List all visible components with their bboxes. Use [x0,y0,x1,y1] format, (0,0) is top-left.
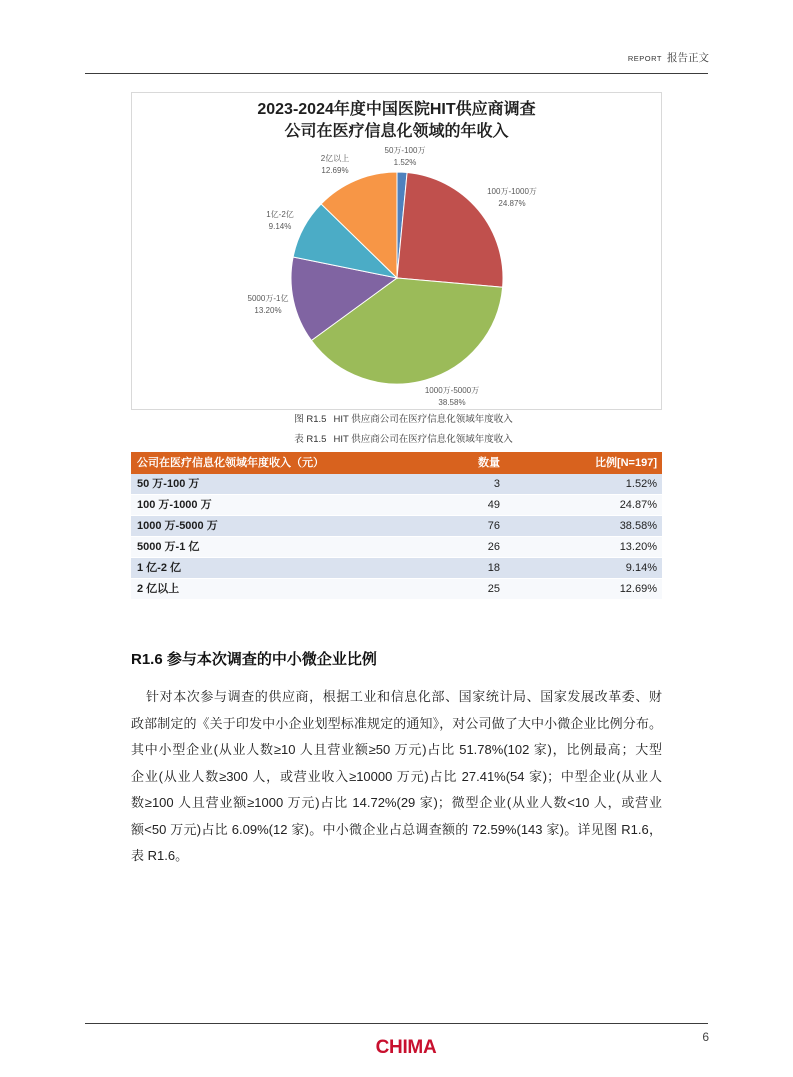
paragraph-line: 企业(从业人数≥300 人，或营业收入≥10000 万元)占比 27.41%(54 家)；中型企业(从业人 [131,768,662,784]
paragraph-line: 表 R1.6。 [131,848,189,863]
pie-label-category: 50万-100万 [384,146,426,155]
paragraph-line: 数≥100 人且营业额≥1000 万元)占比 14.72%(29 家)；微型企业(从业人数<10 人，或营业 [131,795,662,810]
table-caption [131,433,676,447]
column-header-range: 公司在医疗信息化领域年度收入（元） [137,457,324,469]
figure-caption-text: HIT 供应商公司在医疗信息化领域年度收入 [333,414,513,425]
cell-range: 1 亿-2 亿 [137,562,182,574]
table-row [131,537,662,558]
pie-label-value: 12.69% [321,166,349,175]
pie-label-value: 38.58% [438,398,466,407]
pie-label-category: 1000万-5000万 [424,386,480,395]
cell-range: 50 万-100 万 [137,478,200,490]
header-divider [85,73,708,74]
cell-percent: 24.87% [619,499,657,511]
pie-label-category: 2亿以上 [320,154,350,163]
pie-slices [291,172,503,384]
cell-count: 49 [487,499,500,511]
table-row [131,474,662,495]
table-row [131,516,662,537]
paragraph-line: 针对本次参与调查的供应商，根据工业和信息化部、国家统计局、国家发展改革委、财 [146,689,662,704]
cell-percent: 12.69% [619,583,657,595]
figure-caption [131,413,676,427]
report-label: REPORT [627,54,662,63]
pie-label-category: 1亿-2亿 [266,210,294,219]
cell-percent: 9.14% [625,562,657,574]
pie-label-value: 13.20% [254,306,282,315]
cell-percent: 13.20% [619,541,657,553]
body-paragraph [131,684,662,870]
cell-count: 3 [493,478,500,490]
cell-percent: 38.58% [619,520,657,532]
cell-count: 76 [487,520,500,532]
cell-range: 5000 万-1 亿 [137,541,200,553]
section-heading: R1.6 参与本次调查的中小微企业比例 [131,651,377,668]
cell-percent: 1.52% [625,478,657,490]
page-number: 6 [702,1030,709,1044]
table-caption-text: HIT 供应商公司在医疗信息化领域年度收入 [333,434,513,445]
column-header-count: 数量 [478,457,500,469]
cell-count: 25 [487,583,500,595]
pie-label-category: 100万-1000万 [487,187,537,196]
cell-count: 18 [487,562,500,574]
cell-range: 1000 万-5000 万 [137,520,218,532]
footer-divider [85,1023,708,1024]
table-row [131,558,662,579]
pie-label-category: 5000万-1亿 [247,294,289,303]
paragraph-line: 额<50 万元)占比 6.09%(12 家)。中小微企业占总调查额的 72.59%(143 家)。详见图 R1.6， [131,821,662,837]
cell-count: 26 [487,541,500,553]
paragraph-line: 政部制定的《关于印发中小企业划型标准规定的通知》，对公司做了大中小微企业比例分布。 [131,715,662,731]
figure-caption-number: 图 R1.5 [294,414,327,425]
chart-title-line-2: 公司在医疗信息化领域的年收入 [284,123,509,140]
cell-range: 100 万-1000 万 [137,499,212,511]
pie-label-value: 24.87% [498,199,526,208]
column-header-percent: 比例[N=197] [594,457,657,469]
table-row [131,579,662,600]
section-label: 报告正文 [667,52,709,64]
table-caption-number: 表 R1.5 [294,434,327,445]
revenue-table [131,452,662,600]
chart-title-line-1: 2023-2024年度中国医院HIT供应商调查 [257,101,536,118]
cell-range: 2 亿以上 [137,583,180,595]
page-header [628,50,709,65]
table-header-row [131,452,662,474]
paragraph-line: 其中小型企业(从业人数≥10 人且营业额≥50 万元)占比 51.78%(102 家)，比例最高；大型 [131,742,662,757]
pie-label-value: 1.52% [393,158,417,167]
pie-label-value: 9.14% [268,222,292,231]
chart-frame [131,92,662,410]
table-row [131,495,662,516]
chima-logo: CHIMA [375,1037,437,1058]
